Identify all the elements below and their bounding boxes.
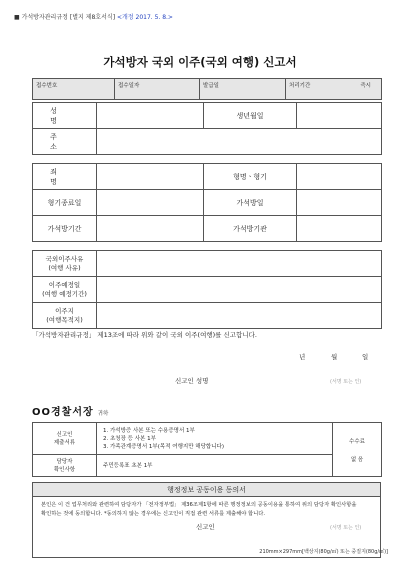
sentence-end-label: 형기종료일 <box>33 190 97 216</box>
reason-label: 국외이주사유 (여행 사유) <box>33 251 97 277</box>
birth-date-input[interactable] <box>297 103 382 129</box>
declaration-text: 「가석방자관리규정」 제13조에 따라 위와 같이 국외 이주(여행)를 신고합니다. <box>32 331 257 339</box>
destination-input[interactable] <box>97 303 382 329</box>
sentence-end-input[interactable] <box>97 190 204 216</box>
date-year: 년 <box>299 353 306 361</box>
receipt-number-field[interactable]: 접수번호 <box>33 79 115 100</box>
shared-use-text-2: 확인하는 것에 동의합니다. *동의하지 않는 경우에는 신고인이 직접 관련 서류를 제출해야 합니다. <box>41 511 266 517</box>
address-input[interactable] <box>97 129 382 155</box>
reason-input[interactable] <box>97 251 382 277</box>
birth-date-label: 생년월일 <box>204 103 297 129</box>
date-month: 월 <box>331 353 338 361</box>
documents-table <box>32 422 382 477</box>
recipient-suffix: 귀하 <box>97 411 109 417</box>
issue-date-field[interactable]: 발급일 <box>200 79 286 100</box>
officer-check-items: 주민등록표 초본 1부 <box>97 455 333 477</box>
form-header <box>14 12 173 21</box>
address-label: 주 소 <box>33 129 97 155</box>
shared-use-title: 행정정보 공동이용 동의서 <box>33 483 381 497</box>
planned-date-label: 이주예정일 (여행 예정기간) <box>33 277 97 303</box>
processing-period-value: 즉시 <box>338 79 382 100</box>
document-item: 3. 가족관계증명서 1부(목적 여행지만 해당합니다) <box>103 443 224 450</box>
parole-authority-label: 가석방기관 <box>204 216 297 242</box>
applicant-name-label: 신고인 성명 <box>175 377 209 385</box>
fee-label: 수수료 <box>349 438 365 445</box>
applicant-documents-label: 신고인 제출서류 <box>33 423 97 455</box>
section-gap <box>33 242 382 251</box>
destination-label: 이주지 (여행목적지) <box>33 303 97 329</box>
processing-period-label: 처리기간 <box>286 79 338 100</box>
planned-date-input[interactable] <box>97 277 382 303</box>
parole-date-input[interactable] <box>297 190 382 216</box>
date-day: 일 <box>362 353 369 361</box>
name-label: 성 명 <box>33 103 97 129</box>
shared-use-table <box>32 482 381 558</box>
parole-authority-input[interactable] <box>297 216 382 242</box>
recipient-name: OO경찰서장 <box>32 407 94 418</box>
parole-period-label: 가석방기간 <box>33 216 97 242</box>
applicant-documents-list <box>97 423 333 455</box>
shared-use-sign-hint: (서명 또는 인) <box>330 525 362 531</box>
applicant-sign-hint: (서명 또는 인) <box>330 379 362 385</box>
sentence-input[interactable] <box>297 164 382 190</box>
sentence-label: 형명ㆍ형기 <box>204 164 297 190</box>
amendment-note: <개정 2017. 5. 8.> <box>116 14 173 21</box>
regulation-reference: ■ 가석방자관리규정 [별지 제8호서식] <box>14 14 116 21</box>
paper-spec-footer: 210mm×297mm[백상지(80g/㎡) 또는 중질지(80g/㎡)] <box>259 549 388 555</box>
parole-period-input[interactable] <box>97 216 204 242</box>
applicant-info-table <box>32 102 382 329</box>
crime-label: 죄 명 <box>33 164 97 190</box>
shared-use-text-1: 본인은 이 건 업무처리와 관련하여 담당자가 「전자정부법」 제36조제1항에 따른 행정정보의 공동이용을 통하여 위의 담당자 확인사항을 <box>41 502 357 508</box>
document-item: 2. 초청장 등 사본 1부 <box>103 435 156 442</box>
shared-use-signer: 신고인 <box>196 523 215 531</box>
fee-value: 없 음 <box>350 456 364 463</box>
recipient <box>32 403 108 418</box>
name-input[interactable] <box>97 103 204 129</box>
form-title: 가석방자 국외 이주(국외 여행) 신고서 <box>103 55 297 69</box>
officer-check-label: 담당자 확인사항 <box>33 455 97 477</box>
parole-date-label: 가석방일 <box>204 190 297 216</box>
section-gap <box>33 155 382 164</box>
crime-input[interactable] <box>97 164 204 190</box>
receipt-table <box>32 78 382 100</box>
fee-cell <box>333 423 382 477</box>
document-item: 1. 가석방증 사본 또는 수용증명서 1부 <box>103 427 195 434</box>
receipt-date-field[interactable]: 접수일자 <box>115 79 200 100</box>
